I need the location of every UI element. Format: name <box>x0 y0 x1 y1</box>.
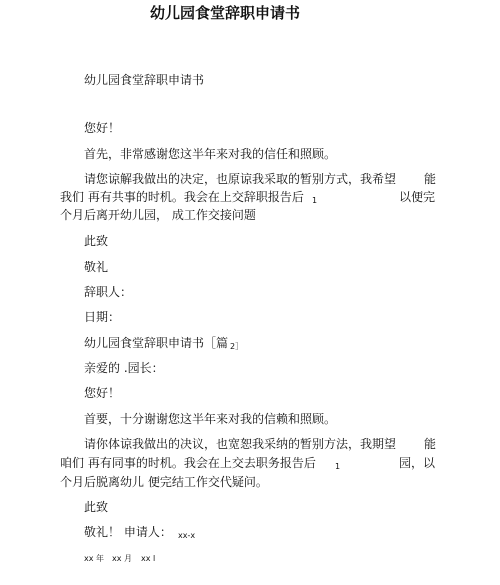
closing-jingli-applicant: 敬礼！ 申请人： <box>84 525 172 539</box>
paragraph-4-line-2-end: 园，以 <box>399 456 436 470</box>
paragraph-1: 首先，非常感谢您这半年来对我的信任和照顾。 <box>84 147 337 161</box>
date-label: 日期： <box>84 310 121 324</box>
date-month: xx 月 <box>112 554 133 563</box>
paragraph-4-line-2: 咱们 再有同事的时机。我会在上交去职务报告后 <box>60 456 316 470</box>
paragraph-2-line-3: 个月后离开幼儿园， 成工作交接问题 <box>60 208 256 222</box>
paragraph-2-line-2-end: 以便完 <box>399 190 436 204</box>
subtitle-2-number: 2］ <box>230 342 244 351</box>
paragraph-4-line-3: 个月后脱离幼儿 便完结工作交代疑问。 <box>60 475 268 489</box>
closing-ci-1: 此致 <box>84 234 109 248</box>
paragraph-4-line-1: 请你体谅我做出的决议，也宽恕我采纳的暂别方法，我期望 <box>84 437 397 451</box>
closing-jingli-1: 敬礼 <box>84 260 109 274</box>
closing-ci-2: 此致 <box>84 500 109 514</box>
paragraph-2-line-1-end: 能 <box>424 172 437 186</box>
paragraph-4-line-1-end: 能 <box>424 437 437 451</box>
salutation-2: 亲爱的 .园长： <box>84 361 164 375</box>
paragraph-3: 首要，十分谢谢您这半年来对我的信赖和照顾。 <box>84 412 337 426</box>
paragraph-2-line-1: 请您谅解我做出的决定，也原谅我采取的暂别方式，我希望 <box>84 172 397 186</box>
resign-person-label: 辞职人： <box>84 285 133 299</box>
date-day: xx l <box>141 554 156 563</box>
subtitle-1: 幼儿园食堂辞职申请书 <box>84 73 205 87</box>
greeting-1: 您好！ <box>84 121 121 135</box>
subtitle-2: 幼儿园食堂辞职申请书［篇 <box>84 336 229 350</box>
paragraph-2-line-2: 我们 再有共事的时机。我会在上交辞职报告后 <box>60 190 304 204</box>
paragraph-2-mark: 1 <box>312 196 318 205</box>
greeting-2: 您好！ <box>84 386 121 400</box>
date-year: xx 年 <box>84 554 105 563</box>
document-title: 幼儿园食堂辞职申请书 <box>150 4 301 22</box>
paragraph-4-mark: 1 <box>335 462 341 471</box>
applicant-name: xx-x <box>178 531 196 540</box>
